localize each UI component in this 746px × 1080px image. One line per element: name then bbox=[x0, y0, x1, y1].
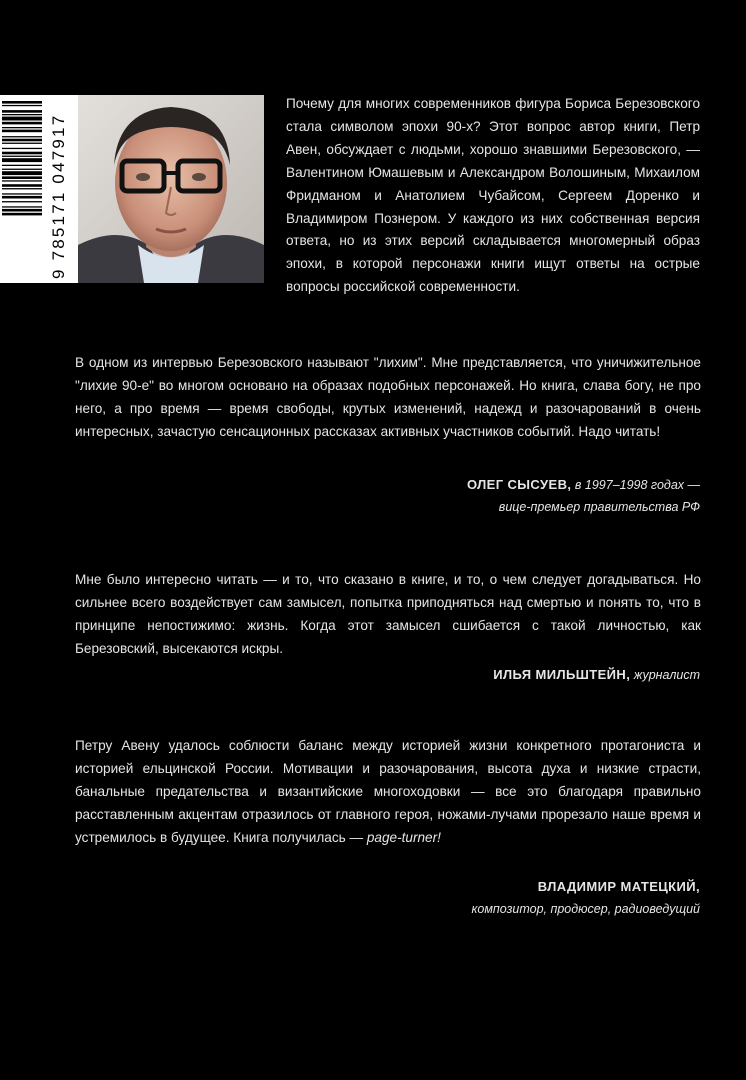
review-quote-1: В одном из интервью Березовского называют "лихим". Мне представляется, что уничижительное "лихие 90-е" во многом основано на образах подобных персонажей. Но книга, слава богу, не про него, а про время — время свободы, крутых изменений, надежд и разочарований в очень интересных, зачастую сенсационных рассказах активных участников событий. Надо читать! bbox=[75, 355, 701, 439]
intro-paragraph: Почему для многих современников фигура Бориса Березовского стала символом эпохи 90-х? Этот вопрос автор книги, Петр Авен, обсуждает с людьми, хорошо знавшими Березовского, — Валентином Юмашевым и Александром Волошиным, Михаилом Фридманом и Анатолием Чубайсом, Сергеем Доренко и Владимиром Познером. У каждого из них собственная версия ответа, но из этих версий складывается многомерный образ эпохи, в которой персонажи книги ищут ответы на острые вопросы российской современности. bbox=[286, 96, 700, 295]
barcode-bars bbox=[0, 95, 50, 283]
isbn-barcode bbox=[0, 95, 78, 283]
review-attribution-3 bbox=[471, 876, 700, 920]
review-author-1: ОЛЕГ СЫСУЕВ, bbox=[466, 477, 572, 492]
review-text-3-italic: page-turner! bbox=[366, 829, 441, 845]
review-author-3: ВЛАДИМИР МАТЕЦКИЙ, bbox=[537, 879, 700, 894]
review-quote-2: Мне было интересно читать — и то, что сказано в книге, и то, о чем следует догадываться. Но сильнее всего воздействует сам замысел, попытка приподняться над смертью и понять то, что в принципе непостижимо: жизнь. Когда этот замысел сшибается с такой личностью, как Березовский, высекаются искры. bbox=[75, 572, 701, 656]
review-attribution-1 bbox=[467, 474, 700, 518]
author-portrait bbox=[78, 95, 264, 283]
barcode-digits: 9 785171 047917 bbox=[49, 113, 68, 279]
review-text-3: Петру Авену удалось соблюсти баланс между историей жизни конкретного протагониста и историей ельцинской России. Мотивации и разочарования, высота духа и низкие страсти, банальные предательства и византийские многоходовки — все это благодаря правильно расставленным акцентам отразилось от главного героя, ножами-лучами прорезало наше время и устремилось в будущее. Книга получилась — bbox=[75, 738, 701, 845]
review-author-2: ИЛЬЯ МИЛЬШТЕЙН, bbox=[493, 667, 631, 682]
review-role-1b: вице-премьер правительства РФ bbox=[498, 500, 700, 514]
review-role-1a: в 1997–1998 годах — bbox=[574, 478, 700, 492]
review-role-2: журналист bbox=[633, 668, 700, 682]
review-role-3: композитор, продюсер, радиоведущий bbox=[471, 902, 700, 916]
review-attribution-2 bbox=[493, 664, 700, 686]
review-quote-3 bbox=[75, 735, 701, 850]
